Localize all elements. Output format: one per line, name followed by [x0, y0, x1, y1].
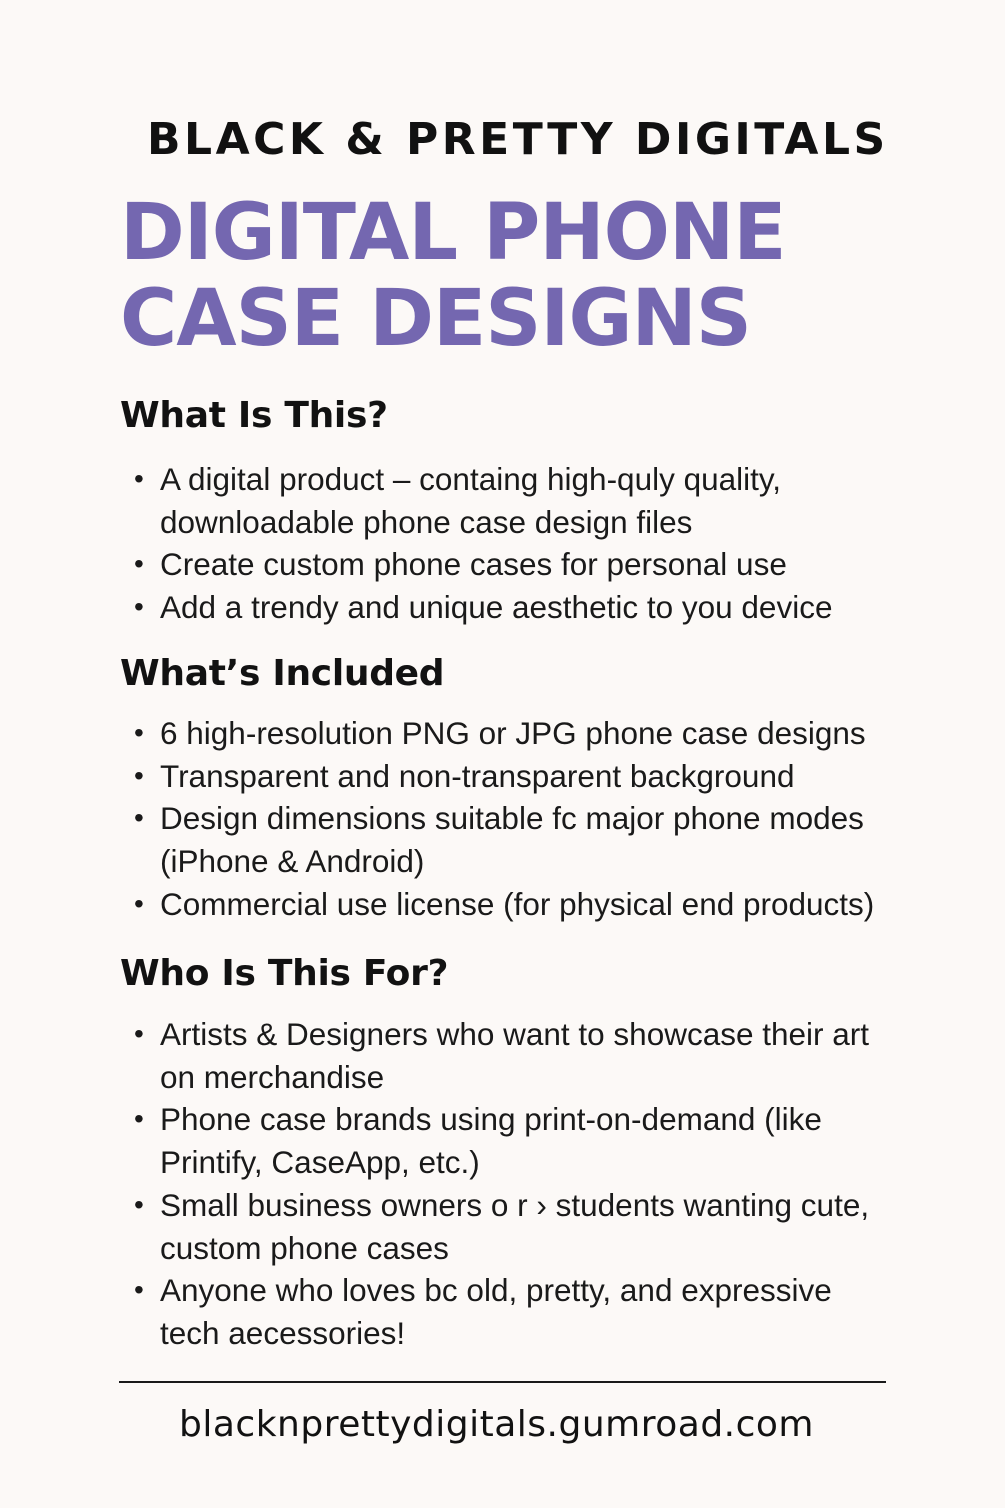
list-item [120, 586, 950, 629]
section-what-is-this [120, 394, 950, 629]
list-item [120, 1269, 950, 1354]
list-item-text: Small business owners o r › students wanting cute, [160, 1186, 870, 1223]
list-item [120, 712, 950, 755]
bullet-icon: • [134, 1018, 144, 1049]
brand-name: BLACK & PRETTY DIGITALS [147, 114, 889, 165]
list-item [120, 797, 950, 882]
list-item-text: Design dimensions suitable fc major phone modes [160, 800, 864, 837]
bullet-icon: • [134, 802, 144, 834]
footer-store-url: blacknprettydigitals.gumroad.com [178, 1404, 814, 1445]
list-item-text: Anyone who loves bc old, pretty, and expressive [160, 1272, 832, 1309]
list-item [120, 755, 950, 798]
list-item [120, 1184, 950, 1269]
section-heading: What’s Included [120, 653, 445, 694]
list-item-text: downloadable phone case design files [160, 503, 693, 540]
list-item [120, 458, 950, 543]
list-item-text: A digital product – containg high-quly quality, [160, 461, 782, 497]
bullet-icon: • [134, 548, 144, 580]
list-item-text: on merchandise [160, 1058, 385, 1095]
bullet-icon: • [134, 1103, 144, 1135]
list-item [120, 883, 950, 926]
bullet-icon: • [134, 1274, 144, 1306]
list-item-text: 6 high-resolution PNG or JPG phone case designs [160, 715, 866, 751]
bullet-list [120, 712, 950, 926]
section-who-is-this-for [120, 952, 950, 1355]
list-item [120, 1098, 950, 1183]
section-heading: Who Is This For? [120, 953, 449, 994]
bullet-icon: • [134, 887, 144, 919]
list-item-text: Add a trendy and unique aesthetic to you device [160, 589, 833, 626]
section-whats-included [120, 652, 950, 926]
bullet-list [120, 458, 950, 629]
page-title-line-1: DIGITAL PHONE [120, 188, 786, 278]
list-item [120, 543, 950, 586]
list-item-text: custom phone cases [160, 1229, 449, 1266]
footer-divider [119, 1381, 886, 1383]
list-item-text: Create custom phone cases for personal use [160, 546, 787, 583]
page-title [120, 190, 940, 362]
list-item-text: Transparent and non-transparent background [160, 757, 795, 794]
list-item [120, 1013, 950, 1098]
bullet-icon: • [134, 759, 144, 791]
bullet-icon: • [134, 463, 144, 494]
list-item-text: tech aecessories! [160, 1314, 406, 1351]
section-heading: What Is This? [120, 395, 388, 436]
bullet-icon: • [134, 717, 144, 748]
list-item-text: Artists & Designers who want to showcase their art [160, 1016, 870, 1052]
bullet-icon: • [134, 1188, 144, 1220]
list-item-text: Phone case brands using print-on-demand (like [160, 1101, 822, 1138]
bullet-list [120, 1013, 950, 1355]
bullet-icon: • [134, 591, 144, 623]
list-item-text: Commercial use license (for physical end products) [160, 885, 875, 922]
list-item-text: Printify, CaseApp, etc.) [160, 1144, 480, 1181]
list-item-text: (iPhone & Android) [160, 843, 425, 880]
page-title-line-2: CASE DESIGNS [120, 274, 751, 364]
